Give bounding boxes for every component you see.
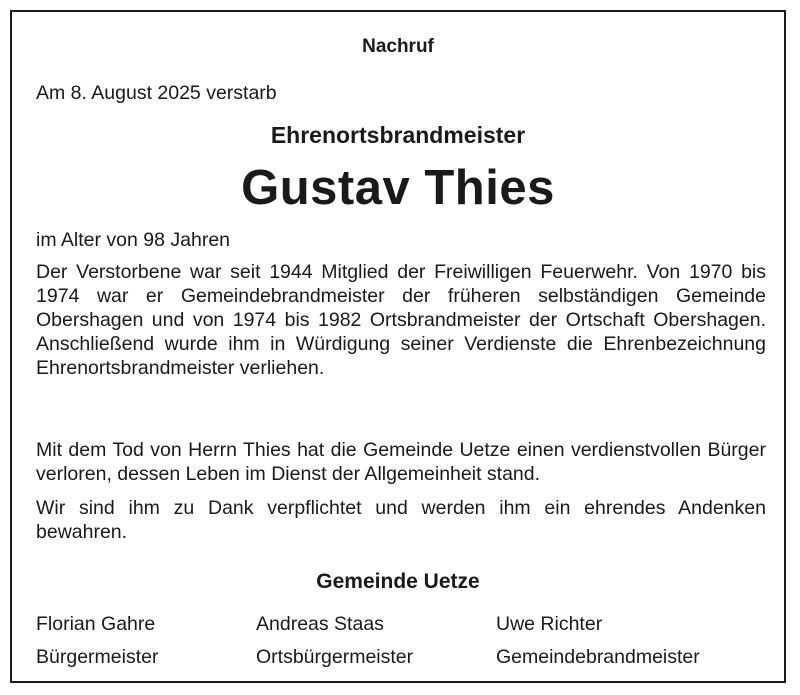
signatory-role: Bürgermeister xyxy=(36,646,159,668)
intro-line: Am 8. August 2025 verstarb xyxy=(36,82,277,104)
signatory-name: Andreas Staas xyxy=(256,613,384,635)
signatory xyxy=(256,608,413,674)
signatory-name: Uwe Richter xyxy=(496,613,603,635)
gratitude-paragraph: Wir sind ihm zu Dank verpflichtet und werden ihm ein ehrendes Andenken bewahren. xyxy=(36,497,766,543)
tribute-paragraph: Mit dem Tod von Herrn Thies hat die Gemeinde Uetze einen verdienstvollen Bürger verloren, dessen Leben im Dienst der Allgemeinheit stand. xyxy=(36,439,766,485)
obituary-notice xyxy=(10,10,786,683)
honorary-rank: Ehrenortsbrandmeister xyxy=(270,122,526,148)
biography-paragraph: Der Verstorbene war seit 1944 Mitglied der Freiwilligen Feuerwehr. Von 1970 bis 1974 war er Gemeindebrandmeister der früheren selbständigen Gemeinde Obershagen und von 1974 bis 1982 Ortsbrandmeister der Ortschaft Obershagen. Anschließend wurde ihm in Würdigung seiner Verdienste die Ehrenbezeichnung Ehrenortsbrandmeister verliehen. xyxy=(36,261,766,379)
signatory-name: Florian Gahre xyxy=(36,613,156,635)
signatory xyxy=(36,608,158,674)
age-line: im Alter von 98 Jahren xyxy=(36,229,231,251)
signatory-role: Ortsbürgermeister xyxy=(256,646,414,668)
signatory xyxy=(496,608,700,674)
notice-heading: Nachruf xyxy=(362,36,434,57)
organization-name: Gemeinde Uetze xyxy=(316,570,480,593)
signatory-role: Gemeindebrandmeister xyxy=(496,646,700,668)
deceased-name: Gustav Thies xyxy=(241,161,555,215)
